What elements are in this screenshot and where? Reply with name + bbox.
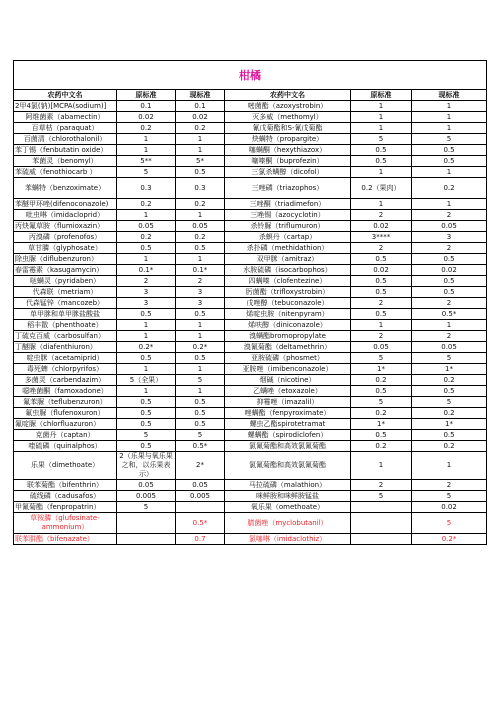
old-standard-cell: 0.3 bbox=[117, 178, 176, 199]
new-standard-cell: 1 bbox=[412, 320, 487, 331]
table-row bbox=[14, 386, 487, 397]
new-standard-cell: 0.7 bbox=[176, 534, 225, 545]
old-standard-cell: 1 bbox=[351, 112, 412, 123]
new-standard-cell: 2 bbox=[176, 276, 225, 287]
pesticide-name-cell: 氟虫脲（flufenoxuron） bbox=[14, 408, 117, 419]
old-standard-cell: 5 bbox=[117, 502, 176, 513]
old-standard-cell: 0.5 bbox=[117, 309, 176, 320]
pesticide-name-cell: 三唑酮（triadimefon） bbox=[225, 199, 351, 210]
new-standard-cell: 0.5* bbox=[176, 441, 225, 452]
old-standard-cell: 5 bbox=[117, 167, 176, 178]
pesticide-name-cell: 马拉硫磷（malathion） bbox=[225, 480, 351, 491]
new-standard-cell: 0.5 bbox=[412, 254, 487, 265]
old-standard-cell: 0.5 bbox=[351, 276, 412, 287]
pesticide-name-cell: 草铵膦（glufosinate-ammonium） bbox=[14, 513, 117, 534]
new-standard-cell: 3 bbox=[176, 298, 225, 309]
old-standard-cell: 5 bbox=[351, 397, 412, 408]
new-standard-cell: 5 bbox=[412, 353, 487, 364]
pesticide-name-cell: 多菌灵（carbendazim） bbox=[14, 375, 117, 386]
pesticide-name-cell: 噁唑菌酮（famoxadone） bbox=[14, 386, 117, 397]
table-row bbox=[14, 408, 487, 419]
pesticide-name-cell: 丁醚脲（diafenthiuron） bbox=[14, 342, 117, 353]
old-standard-cell bbox=[117, 534, 176, 545]
pesticide-name-cell: 噻螨酮（hexythiazox） bbox=[225, 145, 351, 156]
new-standard-cell: 0.5* bbox=[176, 513, 225, 534]
old-standard-cell: 0.02 bbox=[351, 265, 412, 276]
pesticide-name-cell: 百菌清（chlorothalonil） bbox=[14, 134, 117, 145]
old-standard-cell: 1* bbox=[351, 364, 412, 375]
pesticide-name-cell: 腈菌唑（myclobutanil） bbox=[225, 513, 351, 534]
new-standard-cell: 5 bbox=[412, 397, 487, 408]
new-standard-cell: 0.005 bbox=[176, 491, 225, 502]
pesticide-name-cell: 三唑锡（azocyclotin） bbox=[225, 210, 351, 221]
new-standard-cell: 1 bbox=[176, 145, 225, 156]
old-standard-cell: 0.2 bbox=[117, 123, 176, 134]
new-standard-cell: 0.2 bbox=[412, 408, 487, 419]
new-standard-cell: 1 bbox=[412, 199, 487, 210]
new-standard-cell: 0.5 bbox=[412, 386, 487, 397]
old-standard-cell: 0.5 bbox=[351, 145, 412, 156]
table-row bbox=[14, 134, 487, 145]
col-header-old-standard-1: 原标准 bbox=[117, 90, 176, 101]
old-standard-cell: 0.05 bbox=[117, 221, 176, 232]
new-standard-cell: 1 bbox=[176, 331, 225, 342]
new-standard-cell: 0.5 bbox=[176, 408, 225, 419]
old-standard-cell: 0.5 bbox=[351, 309, 412, 320]
pesticide-name-cell: 2甲4氯(钠)[MCPA(sodium)] bbox=[14, 101, 117, 112]
old-standard-cell: 5 bbox=[351, 353, 412, 364]
pesticide-name-cell: 唑螨酯（fenpyroximate） bbox=[225, 408, 351, 419]
new-standard-cell: 5 bbox=[412, 134, 487, 145]
table-row bbox=[14, 254, 487, 265]
old-standard-cell: 1 bbox=[351, 123, 412, 134]
pesticide-name-cell: 螺螨酯（spirodiclofen） bbox=[225, 430, 351, 441]
old-standard-cell: 5 bbox=[351, 491, 412, 502]
new-standard-cell: 5 bbox=[412, 491, 487, 502]
new-standard-cell: 0.5 bbox=[412, 276, 487, 287]
new-standard-cell: 2 bbox=[412, 298, 487, 309]
pesticide-name-cell: 烯啶虫胺（nitenpyram） bbox=[225, 309, 351, 320]
pesticide-name-cell: 丁硫克百威（carbosulfan） bbox=[14, 331, 117, 342]
new-standard-cell: 0.02 bbox=[412, 502, 487, 513]
new-standard-cell: 5 bbox=[412, 513, 487, 534]
new-standard-cell: 5 bbox=[176, 430, 225, 441]
pesticide-name-cell: 溴氰菊酯（deltamethrin） bbox=[225, 342, 351, 353]
pesticide-name-cell: 代森锰锌（mancozeb） bbox=[14, 298, 117, 309]
table-row bbox=[14, 375, 487, 386]
pesticide-name-cell: 溴螨酯bromopropylate bbox=[225, 331, 351, 342]
new-standard-cell: 1 bbox=[176, 210, 225, 221]
table-row bbox=[14, 112, 487, 123]
old-standard-cell: 0.5 bbox=[117, 353, 176, 364]
pesticide-name-cell: 四螨嗪（clofentezine） bbox=[225, 276, 351, 287]
pesticide-name-cell: 三氯杀螨醇（dicofol） bbox=[225, 167, 351, 178]
new-standard-cell: 1 bbox=[176, 320, 225, 331]
old-standard-cell: 3 bbox=[117, 298, 176, 309]
new-standard-cell: 0.02 bbox=[412, 265, 487, 276]
table-row bbox=[14, 156, 487, 167]
pesticide-name-cell: 氟苯脲（teflubenzuron） bbox=[14, 397, 117, 408]
pesticide-name-cell: 除虫脲（diflubenzuron） bbox=[14, 254, 117, 265]
table-row bbox=[14, 480, 487, 491]
old-standard-cell: 0.05 bbox=[351, 342, 412, 353]
old-standard-cell: 1 bbox=[117, 210, 176, 221]
pesticide-name-cell: 氯氰菊酯和高效氯氰菊酯 bbox=[225, 441, 351, 452]
old-standard-cell: 5 bbox=[117, 430, 176, 441]
pesticide-name-cell: 螺虫乙酯spirotetramat bbox=[225, 419, 351, 430]
pesticide-name-cell: 亚胺唑（imibenconazole） bbox=[225, 364, 351, 375]
new-standard-cell: 0.5 bbox=[176, 309, 225, 320]
pesticide-name-cell: 苯螨特（benzoximate） bbox=[14, 178, 117, 199]
new-standard-cell: 0.2 bbox=[412, 375, 487, 386]
pesticide-name-cell: 甲氰菊酯（fenpropatrin） bbox=[14, 502, 117, 513]
new-standard-cell: 0.5 bbox=[176, 397, 225, 408]
old-standard-cell: 0.5 bbox=[117, 408, 176, 419]
new-standard-cell: 1* bbox=[412, 364, 487, 375]
pesticide-name-cell: 稻丰散（phenthoate） bbox=[14, 320, 117, 331]
old-standard-cell: 0.2 bbox=[117, 232, 176, 243]
pesticide-name-cell: 氯氰菊酯和高效氯氰菊酯 bbox=[225, 452, 351, 480]
pesticide-name-cell: 三唑磷（triazophos） bbox=[225, 178, 351, 199]
table-row bbox=[14, 397, 487, 408]
table-row bbox=[14, 320, 487, 331]
table-row bbox=[14, 276, 487, 287]
old-standard-cell bbox=[351, 502, 412, 513]
old-standard-cell: 5 bbox=[351, 134, 412, 145]
old-standard-cell: 0.5 bbox=[351, 386, 412, 397]
pesticide-name-cell: 噻嗪酮（buprofezin） bbox=[225, 156, 351, 167]
old-standard-cell: 0.1* bbox=[117, 265, 176, 276]
old-standard-cell: 1 bbox=[117, 145, 176, 156]
new-standard-cell: 1 bbox=[176, 254, 225, 265]
old-standard-cell: 0.2（果肉） bbox=[351, 178, 412, 199]
pesticide-name-cell: 氯噻啉（imidaclothiz） bbox=[225, 534, 351, 545]
new-standard-cell: 1* bbox=[412, 419, 487, 430]
old-standard-cell: 1 bbox=[117, 386, 176, 397]
new-standard-cell: 2 bbox=[412, 243, 487, 254]
pesticide-name-cell: 抑霉唑（imazalil） bbox=[225, 397, 351, 408]
old-standard-cell: 2（乐果与氧乐果之和，以乐果表示） bbox=[117, 452, 176, 480]
old-standard-cell: 5（全果） bbox=[117, 375, 176, 386]
table-row bbox=[14, 210, 487, 221]
new-standard-cell: 0.5 bbox=[412, 430, 487, 441]
table-row bbox=[14, 243, 487, 254]
table-row bbox=[14, 364, 487, 375]
old-standard-cell: 3 bbox=[117, 287, 176, 298]
col-header-name-1: 农药中文名 bbox=[14, 90, 117, 101]
new-standard-cell: 0.5 bbox=[176, 419, 225, 430]
pesticide-name-cell: 百草枯（paraquat） bbox=[14, 123, 117, 134]
table-row bbox=[14, 342, 487, 353]
new-standard-cell: 0.2 bbox=[412, 441, 487, 452]
pesticide-name-cell: 克菌丹（captan） bbox=[14, 430, 117, 441]
table-title: 柑橘 bbox=[14, 61, 487, 90]
old-standard-cell: 1 bbox=[351, 167, 412, 178]
new-standard-cell: 0.1* bbox=[176, 265, 225, 276]
old-standard-cell: 5** bbox=[117, 156, 176, 167]
pesticide-name-cell: 氟啶脲（chlorfluazuron） bbox=[14, 419, 117, 430]
pesticide-name-cell: 丙炔氟草胺（flumioxazin） bbox=[14, 221, 117, 232]
pesticide-name-cell: 毒死蜱（chlorpyrifos） bbox=[14, 364, 117, 375]
new-standard-cell: 0.05 bbox=[412, 342, 487, 353]
new-standard-cell: 2 bbox=[412, 210, 487, 221]
pesticide-name-cell: 灭多威（methomyl） bbox=[225, 112, 351, 123]
new-standard-cell: 1 bbox=[412, 101, 487, 112]
old-standard-cell: 1 bbox=[351, 101, 412, 112]
new-standard-cell: 1 bbox=[176, 364, 225, 375]
pesticide-name-cell: 烯呋醇（diniconazole） bbox=[225, 320, 351, 331]
new-standard-cell: 0.2 bbox=[176, 123, 225, 134]
new-standard-cell: 2 bbox=[412, 480, 487, 491]
table-row bbox=[14, 145, 487, 156]
new-standard-cell bbox=[176, 502, 225, 513]
old-standard-cell: 0.5 bbox=[351, 156, 412, 167]
table-row bbox=[14, 232, 487, 243]
table-row bbox=[14, 287, 487, 298]
new-standard-cell: 0.5* bbox=[412, 309, 487, 320]
old-standard-cell: 1 bbox=[117, 364, 176, 375]
new-standard-cell: 0.05 bbox=[176, 480, 225, 491]
old-standard-cell: 1 bbox=[117, 331, 176, 342]
pesticide-name-cell: 丙溴磷（profenofos） bbox=[14, 232, 117, 243]
pesticide-name-cell: 苯菌灵（benomyl） bbox=[14, 156, 117, 167]
pesticide-name-cell: 代森联（metriam） bbox=[14, 287, 117, 298]
old-standard-cell: 3**** bbox=[351, 232, 412, 243]
table-row bbox=[14, 353, 487, 364]
old-standard-cell: 2 bbox=[351, 480, 412, 491]
old-standard-cell bbox=[117, 513, 176, 534]
table-row bbox=[14, 331, 487, 342]
pesticide-name-cell: 吡虫啉（imidacloprid） bbox=[14, 210, 117, 221]
pesticide-name-cell: 阿维菌素（abamectin） bbox=[14, 112, 117, 123]
pesticide-name-cell: 戊唑醇（tebuconazole） bbox=[225, 298, 351, 309]
new-standard-cell: 0.2 bbox=[412, 178, 487, 199]
header-row bbox=[14, 90, 487, 101]
new-standard-cell: 0.05 bbox=[176, 221, 225, 232]
pesticide-name-cell: 联苯肼酯（bifenazate） bbox=[14, 534, 117, 545]
table-row bbox=[14, 199, 487, 210]
new-standard-cell: 0.3 bbox=[176, 178, 225, 199]
old-standard-cell: 0.1 bbox=[117, 101, 176, 112]
new-standard-cell: 0.05 bbox=[412, 221, 487, 232]
pesticide-name-cell: 苯醚甲环唑(difenoconazole) bbox=[14, 199, 117, 210]
new-standard-cell: 1 bbox=[412, 123, 487, 134]
new-standard-cell: 2* bbox=[176, 452, 225, 480]
pesticide-name-cell: 联苯菊酯（bifenthrin） bbox=[14, 480, 117, 491]
table-row bbox=[14, 265, 487, 276]
table-row bbox=[14, 430, 487, 441]
table-row bbox=[14, 441, 487, 452]
new-standard-cell: 2 bbox=[412, 331, 487, 342]
new-standard-cell: 0.5 bbox=[176, 167, 225, 178]
table-row bbox=[14, 452, 487, 480]
new-standard-cell: 1 bbox=[412, 112, 487, 123]
pesticide-name-cell: 氰戊菊酯和S-氰戊菊酯 bbox=[225, 123, 351, 134]
old-standard-cell: 0.2* bbox=[117, 342, 176, 353]
pesticide-name-cell: 苯丁锡（fenbutatin oxide） bbox=[14, 145, 117, 156]
old-standard-cell: 0.5 bbox=[351, 254, 412, 265]
new-standard-cell: 0.2* bbox=[176, 342, 225, 353]
old-standard-cell: 1 bbox=[117, 134, 176, 145]
pesticide-name-cell: 嘧菌酯（azoxystrobin） bbox=[225, 101, 351, 112]
new-standard-cell: 1 bbox=[412, 167, 487, 178]
old-standard-cell: 0.5 bbox=[351, 430, 412, 441]
old-standard-cell: 2 bbox=[351, 210, 412, 221]
pesticide-name-cell: 啶虫脒（acetamiprid） bbox=[14, 353, 117, 364]
pesticide-name-cell: 水胺硫磷（isocarbophos） bbox=[225, 265, 351, 276]
old-standard-cell: 1 bbox=[351, 320, 412, 331]
pesticide-name-cell: 草甘膦（glyphosate） bbox=[14, 243, 117, 254]
new-standard-cell: 0.2* bbox=[412, 534, 487, 545]
old-standard-cell: 0.5 bbox=[117, 441, 176, 452]
new-standard-cell: 0.2 bbox=[176, 232, 225, 243]
old-standard-cell: 2 bbox=[351, 243, 412, 254]
pesticide-name-cell: 单甲脒和单甲脒盐酸盐 bbox=[14, 309, 117, 320]
table-row bbox=[14, 491, 487, 502]
pesticide-name-cell: 炔螨特（propargite） bbox=[225, 134, 351, 145]
new-standard-cell: 1 bbox=[176, 134, 225, 145]
old-standard-cell: 1 bbox=[351, 199, 412, 210]
new-standard-cell: 0.2 bbox=[176, 199, 225, 210]
table-row bbox=[14, 123, 487, 134]
pesticide-name-cell: 杀铃脲（triflumuron） bbox=[225, 221, 351, 232]
new-standard-cell: 0.5 bbox=[412, 287, 487, 298]
pesticide-name-cell: 苯硫威（fenothiocarb ） bbox=[14, 167, 117, 178]
col-header-old-standard-2: 原标准 bbox=[351, 90, 412, 101]
col-header-new-standard-1: 现标准 bbox=[176, 90, 225, 101]
new-standard-cell: 3 bbox=[176, 287, 225, 298]
old-standard-cell: 1* bbox=[351, 419, 412, 430]
old-standard-cell bbox=[351, 534, 412, 545]
new-standard-cell: 0.1 bbox=[176, 101, 225, 112]
pesticide-name-cell: 杀扑磷（methidathion） bbox=[225, 243, 351, 254]
new-standard-cell: 5 bbox=[176, 375, 225, 386]
pesticide-name-cell: 双甲脒（amitraz） bbox=[225, 254, 351, 265]
new-standard-cell: 0.02 bbox=[176, 112, 225, 123]
old-standard-cell: 0.02 bbox=[351, 221, 412, 232]
old-standard-cell: 0.2 bbox=[351, 408, 412, 419]
old-standard-cell: 1 bbox=[351, 452, 412, 480]
pesticide-name-cell: 春雷霉素（kasugamycin） bbox=[14, 265, 117, 276]
pesticide-name-cell: 咪鲜胺和咪鲜胺锰盐 bbox=[225, 491, 351, 502]
new-standard-cell: 1 bbox=[412, 452, 487, 480]
pesticide-name-cell: 烟碱（nicotine） bbox=[225, 375, 351, 386]
table-row bbox=[14, 419, 487, 430]
pesticide-name-cell: 肟菌酯（trifloxystrobin） bbox=[225, 287, 351, 298]
old-standard-cell: 0.2 bbox=[351, 375, 412, 386]
citrus-pesticide-table bbox=[13, 60, 486, 545]
table-row bbox=[14, 502, 487, 513]
pesticide-name-cell: 氧乐果（omethoate） bbox=[225, 502, 351, 513]
pesticide-name-cell: 亚胺硫磷（phosmet） bbox=[225, 353, 351, 364]
old-standard-cell: 0.2 bbox=[117, 199, 176, 210]
old-standard-cell: 0.05 bbox=[117, 480, 176, 491]
new-standard-cell: 3 bbox=[412, 232, 487, 243]
old-standard-cell: 0.5 bbox=[117, 419, 176, 430]
table-row bbox=[14, 101, 487, 112]
pesticide-name-cell: 杀螟丹（cartap） bbox=[225, 232, 351, 243]
old-standard-cell bbox=[351, 513, 412, 534]
old-standard-cell: 2 bbox=[351, 331, 412, 342]
pesticide-name-cell: 哒螨灵（pyridaben） bbox=[14, 276, 117, 287]
old-standard-cell: 0.5 bbox=[117, 243, 176, 254]
new-standard-cell: 5* bbox=[176, 156, 225, 167]
old-standard-cell: 0.5 bbox=[351, 287, 412, 298]
pesticide-name-cell: 喹硫磷（quinalphos） bbox=[14, 441, 117, 452]
old-standard-cell: 2 bbox=[351, 298, 412, 309]
table-row bbox=[14, 221, 487, 232]
new-standard-cell: 0.5 bbox=[412, 145, 487, 156]
old-standard-cell: 1 bbox=[117, 320, 176, 331]
old-standard-cell: 0.02 bbox=[117, 112, 176, 123]
pesticide-name-cell: 乙螨唑（etoxazole） bbox=[225, 386, 351, 397]
new-standard-cell: 0.5 bbox=[412, 156, 487, 167]
title-row bbox=[14, 61, 487, 90]
old-standard-cell: 0.005 bbox=[117, 491, 176, 502]
col-header-new-standard-2: 现标准 bbox=[412, 90, 487, 101]
pesticide-name-cell: 硫线磷（cadusafos） bbox=[14, 491, 117, 502]
old-standard-cell: 1 bbox=[117, 254, 176, 265]
data-table bbox=[13, 60, 487, 545]
old-standard-cell: 0.2 bbox=[351, 441, 412, 452]
old-standard-cell: 0.5 bbox=[117, 397, 176, 408]
col-header-name-2: 农药中文名 bbox=[225, 90, 351, 101]
pesticide-name-cell: 乐果（dimethoate） bbox=[14, 452, 117, 480]
new-standard-cell: 0.5 bbox=[176, 353, 225, 364]
old-standard-cell: 2 bbox=[117, 276, 176, 287]
table-row bbox=[14, 167, 487, 178]
table-row bbox=[14, 298, 487, 309]
table-row bbox=[14, 534, 487, 545]
table-row bbox=[14, 513, 487, 534]
new-standard-cell: 0.5 bbox=[176, 243, 225, 254]
new-standard-cell: 1 bbox=[176, 386, 225, 397]
table-row bbox=[14, 178, 487, 199]
table-row bbox=[14, 309, 487, 320]
